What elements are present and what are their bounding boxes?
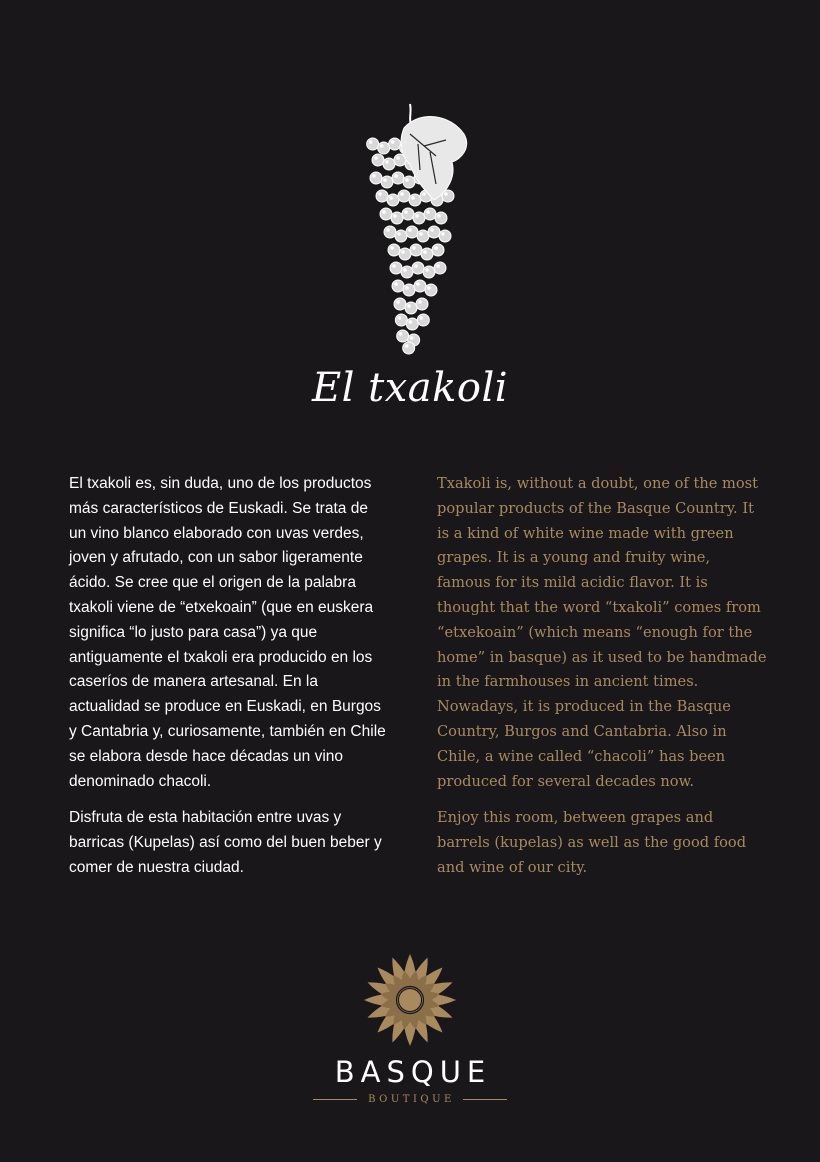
english-paragraph-2: Enjoy this room, between grapes and barrels (kupelas) as well as the good food and wine of our city. [437,809,747,876]
subtitle-rule-left [313,1099,357,1100]
brand-name: BASQUE [334,1055,492,1089]
spanish-text-column [69,472,389,893]
sun-flower-logo-icon [362,952,458,1048]
english-paragraph-1: Txakoli is, without a doubt, one of the most popular products of the Basque Country. It is a kind of white wine made with green grapes. It is a young and fruity wine, famous for its mild acidic flavor. It is thought that the word “txakoli” comes from “etxekoain” (which means “enough for the home” in basque) as it used to be handmade in the farmhouses in ancient times. Nowadays, it is produced in the Basque Country, Burgos and Cantabria. Also in Chile, a wine called “chacoli” has been produced for several decades now. [437,475,767,790]
spanish-paragraph-2: Disfruta de esta habitación entre uvas y barricas (Kupelas) así como del buen beber y comer de nuestra ciudad. [69,809,382,876]
brand-subtitle: BOUTIQUE [368,1094,455,1105]
grape-cluster-icon [340,100,480,360]
page-title: El txakoli [311,365,509,411]
spanish-paragraph-1: El txakoli es, sin duda, uno de los productos más característicos de Euskadi. Se trata de un vino blanco elaborado con uvas verdes, joven y afrutado, con un sabor ligeramente ácido. Se cree que el origen de la palabra txakoli viene de “etxekoain” (que en euskera significa “lo justo para casa”) ya que antiguamente el txakoli era producido en los caseríos de manera artesanal. En la actualidad se produce en Euskadi, en Burgos y Cantabria y, curiosamente, también en Chile se elabora desde hace décadas un vino denominado chacoli. [69,475,386,790]
subtitle-rule-right [463,1099,507,1100]
brand-subtitle-row [0,1094,820,1105]
english-text-column [437,472,767,893]
